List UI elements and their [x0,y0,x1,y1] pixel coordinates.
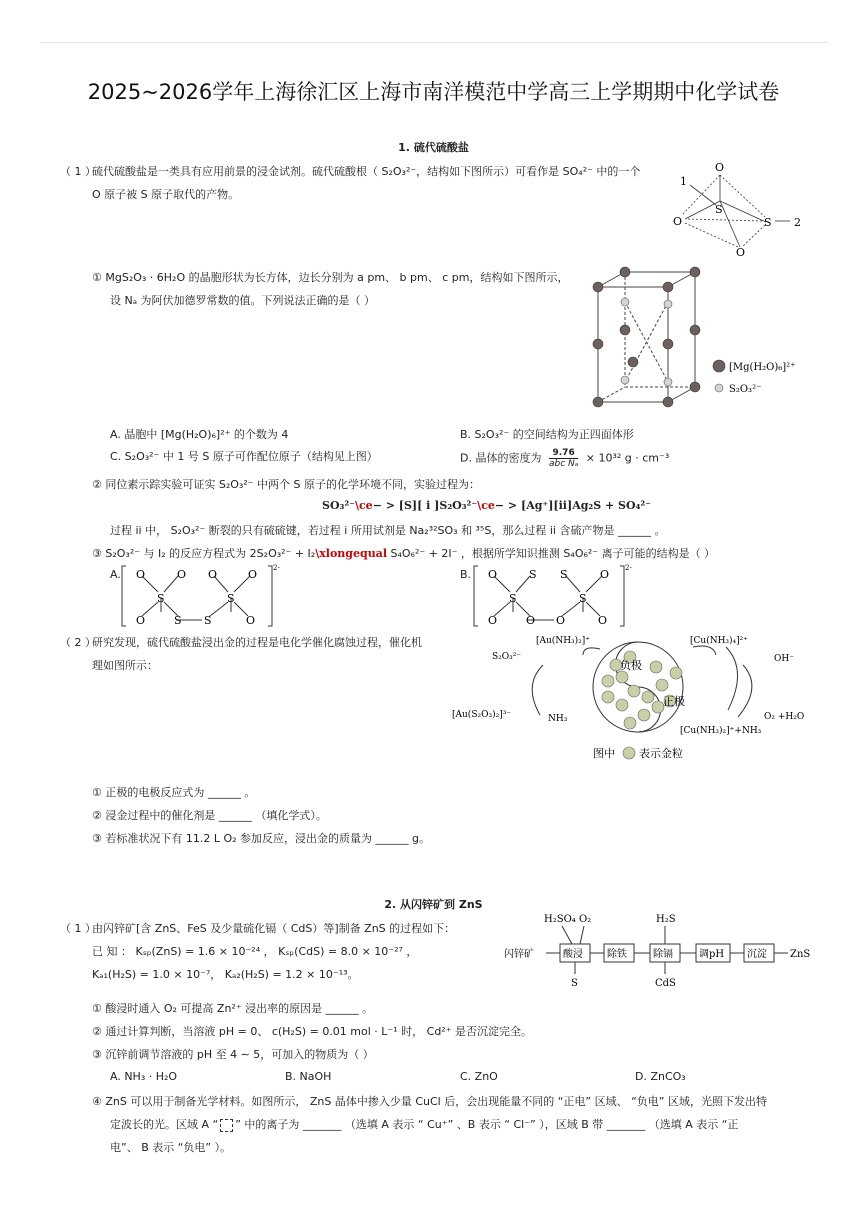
s2-sub4-line1: ④ ZnS 可以用于制备光学材料。如图所示， ZnS 晶体中掺入少量 CuCl 后，会出现能量不同的 “正电” 区域、 “负电” 区域，光照下发出特 [92,1095,767,1108]
mech-caption-post: 表示金粒 [639,747,683,760]
q1-option-d[interactable] [460,448,669,469]
a-charge: 2- [273,564,280,572]
flow-step4: 调pH [699,949,725,960]
sub3-prefix: ③ S₂O₃²⁻ 与 I₂ 的反应方程式为 2S₂O₃²⁻ + I₂ [92,547,316,560]
q1-option-c[interactable]: C. S₂O₃²⁻ 中 1 号 S 原子可作配位原子（结构见上图） [110,450,378,463]
b-o2: O [488,614,498,627]
tetra-o-bottom: O [736,246,746,259]
b-s-top1: S [529,568,537,581]
gold-particle-icon [623,747,635,759]
section1-heading: 1. 硫代硫酸盐 [398,141,469,154]
a-o1: O [136,568,146,581]
b-charge: 2- [625,564,632,572]
sub4-line2-pre: 定波长的光。区域 A “ [110,1118,219,1131]
mech-cu-nh3-2: [Cu(NH₃)₂]⁺+NH₃ [680,726,762,736]
b-o1: O [488,568,498,581]
legend-s2o3: S₂O₃²⁻ [729,384,762,395]
sub2-equation [322,499,651,512]
q2-line1: 研究发现，硫代硫酸盐浸出金的过程是电化学催化腐蚀过程，催化机 [92,636,422,649]
eq-ce-1: \ce [354,499,373,512]
top-divider [40,42,827,43]
flow-out1: S [571,978,578,989]
flow-start: 闪锌矿 [504,949,534,960]
mech-oh: OH⁻ [774,654,794,664]
page-title: 2025~2026学年上海徐汇区上海市南洋模范中学高三上学期期中化学试卷 [87,80,780,104]
s2-sub3: ③ 沉锌前调节溶液的 pH 至 4 ∼ 5，可加入的物质为（ ） [92,1048,374,1061]
positive-electrode-label: 正极 [663,695,685,708]
sub3-line [92,545,715,561]
density-fraction [549,448,578,469]
flow-reagent1: H₂SO₄ O₂ [544,914,592,925]
s2-q1-line2: 已 知 ： Kₛₚ(ZnS) = 1.6 × 10⁻²⁴ ， Kₛₚ(CdS) = 8.0 × 10⁻²⁷ ， [92,945,418,958]
b-s1: S [509,592,517,605]
a-s3: S [227,592,235,605]
q2-line2: 理如图所示： [92,659,158,672]
flow-step3: 除镉 [653,949,673,960]
flow-step1: 酸浸 [563,949,583,960]
s2-option-b[interactable]: B. NaOH [285,1070,332,1083]
mech-o2-h2o: O₂ +H₂O [764,712,805,722]
density-denominator: abc Nₐ [548,459,579,469]
eq-part-a: SO₃²⁻ [322,499,355,512]
q1-text-line2: O 原子被 S 原子取代的产物。 [92,188,240,201]
s2-q1-line1: 由闪锌矿[含 ZnS、FeS 及少量硫化镉（ CdS）等]制备 ZnS 的过程如下： [92,922,456,935]
a-s4: S [204,614,212,627]
q1-label: （ 1 ） [60,165,96,178]
sub1-line1: ① MgS₂O₃ · 6H₂O 的晶胞形状为长方体，边长分别为 a pm、 b pm、 c pm，结构如下图所示， [92,271,569,284]
gold-leaching-mechanism-diagram [448,625,818,765]
mech-au-nh3: [Au(NH₃)₂]⁺ [536,636,591,646]
option-d-prefix: D. 晶体的密度为 [460,451,542,465]
density-numerator: 9.76 [549,448,578,459]
a-o6: O [246,614,256,627]
a-s1: S [157,592,165,605]
a-o5: O [208,568,218,581]
eq-ce-2: \ce [477,499,495,512]
mech-s2o3: S₂O₃²⁻ [492,652,522,662]
flow-reagent2: H₂S [656,914,676,925]
s2-sub2: ② 通过计算判断，当溶液 pH = 0、 c(H₂S) = 0.01 mol · L⁻¹ 时， Cd²⁺ 是否沉淀完全。 [92,1025,533,1038]
q1-option-b[interactable]: B. S₂O₃²⁻ 的空间结构为正四面体形 [460,428,634,441]
thiosulfate-structure-diagram [670,155,820,260]
negative-electrode-label: 负极 [620,659,642,672]
eq-part-c: − > [Ag⁺][ii]Ag₂S + SO₄²⁻ [494,499,652,512]
b-s-top2: S [560,568,568,581]
s2-option-c[interactable]: C. ZnO [460,1070,498,1083]
b-o3: O [600,568,610,581]
flow-step5: 沉淀 [747,949,767,960]
region-a-dashed-box-icon [220,1119,233,1132]
s2-option-a[interactable]: A. NH₃ · H₂O [110,1070,178,1083]
unit-cell-diagram [585,262,815,412]
q1-option-a[interactable]: A. 晶胞中 [Mg(H₂O)₆]²⁺ 的个数为 4 [110,428,289,441]
sub3-suffix: S₄O₆²⁻ + 2I⁻ ，根据所学知识推测 S₄O₆²⁻ 离子可能的结构是（ ） [387,547,716,560]
b-s2: S [579,592,587,605]
a-o4: O [248,568,258,581]
s2-sub1: ① 酸浸时通入 O₂ 可提高 Zn²⁺ 浸出率的原因是 ______ 。 [92,1002,374,1015]
sub2-line1: ② 同位素示踪实验可证实 S₂O₃²⁻ 中两个 S 原子的化学环境不同，实验过程为： [92,478,481,491]
tetra-o-left: O [673,215,683,228]
b-o-bridge2: O [556,614,566,627]
struct-a-label[interactable]: A. [110,568,121,581]
b-o-bridge1: O [526,614,536,627]
mech-au-s2o3: [Au(S₂O₃)₂]³⁻ [452,710,512,720]
mech-nh3: NH₃ [548,714,568,724]
tetra-o-top: O [715,161,725,174]
tetra-label-1: 1 [680,175,687,188]
mech-caption-pre: 图中 [593,747,615,760]
flow-step2: 除铁 [607,949,627,960]
flow-out2: CdS [655,978,676,989]
q2-sub1: ① 正极的电极反应式为 ______ 。 [92,786,256,799]
tetra-label-2: 2 [794,216,801,229]
s2-sub4-line3: 电”、 B 表示 “负电” ）。 [110,1141,232,1154]
q1-text-line1: 硫代硫酸盐是一类具有应用前景的浸金试剂。硫代硫酸根（ S₂O₃²⁻，结构如下图所示）可看作是 SO₄²⁻ 中的一个 [92,165,641,178]
q2-label: （ 2 ） [60,636,96,649]
sub3-xlongequal: \xlongequal [315,547,387,560]
s2-option-d[interactable]: D. ZnCO₃ [635,1070,686,1083]
section2-heading: 2. 从闪锌矿到 ZnS [384,898,483,911]
s2-q1-label: （ 1 ） [60,922,96,935]
sub2-line3: 过程 ii 中， S₂O₃²⁻ 断裂的只有硫硫键，若过程 i 所用试剂是 Na₂³²SO₃ 和 ³⁵S，那么过程 ii 含硫产物是 ______ 。 [110,524,666,537]
sub1-line2: 设 Nₐ 为阿伏加德罗常数的值。下列说法正确的是（ ） [110,294,376,307]
flow-end: ZnS [790,949,811,960]
mech-cu-nh3-4: [Cu(NH₃)₄]²⁺ [690,636,749,646]
sub4-line2-post: ” 中的离子为 _______ （选填 A 表示 “ Cu⁺” 、B 表示 “ Cl⁻” ），区域 B 带 _______ （选填 A 表示 “正 [235,1118,739,1131]
structure-a-diagram[interactable] [118,562,283,630]
tetra-s-center: S [715,203,723,216]
s2-sub4-line2 [110,1116,739,1132]
legend-mg-complex: [Mg(H₂O)₆]²⁺ [729,362,796,373]
structure-b-diagram[interactable] [470,562,635,630]
q2-sub3: ③ 若标准状况下有 11.2 L O₂ 参加反应，浸出金的质量为 ______ g。 [92,832,431,845]
a-o3: O [136,614,146,627]
eq-part-b: − > [S][ i ]S₂O₃²⁻ [372,499,478,512]
struct-b-label[interactable]: B. [460,568,472,581]
option-d-suffix: × 10³² g · cm⁻³ [585,451,670,465]
tetra-s-right: S [764,216,772,229]
s2-q1-line3: Kₐ₁(H₂S) = 1.0 × 10⁻⁷， Kₐ₂(H₂S) = 1.2 × 10⁻¹³。 [92,968,359,981]
a-s2: S [174,614,182,627]
a-o2: O [177,568,187,581]
q2-sub2: ② 浸金过程中的催化剂是 ______ （填化学式）。 [92,809,327,822]
b-o4: O [598,614,608,627]
zns-process-flowchart [500,908,818,990]
